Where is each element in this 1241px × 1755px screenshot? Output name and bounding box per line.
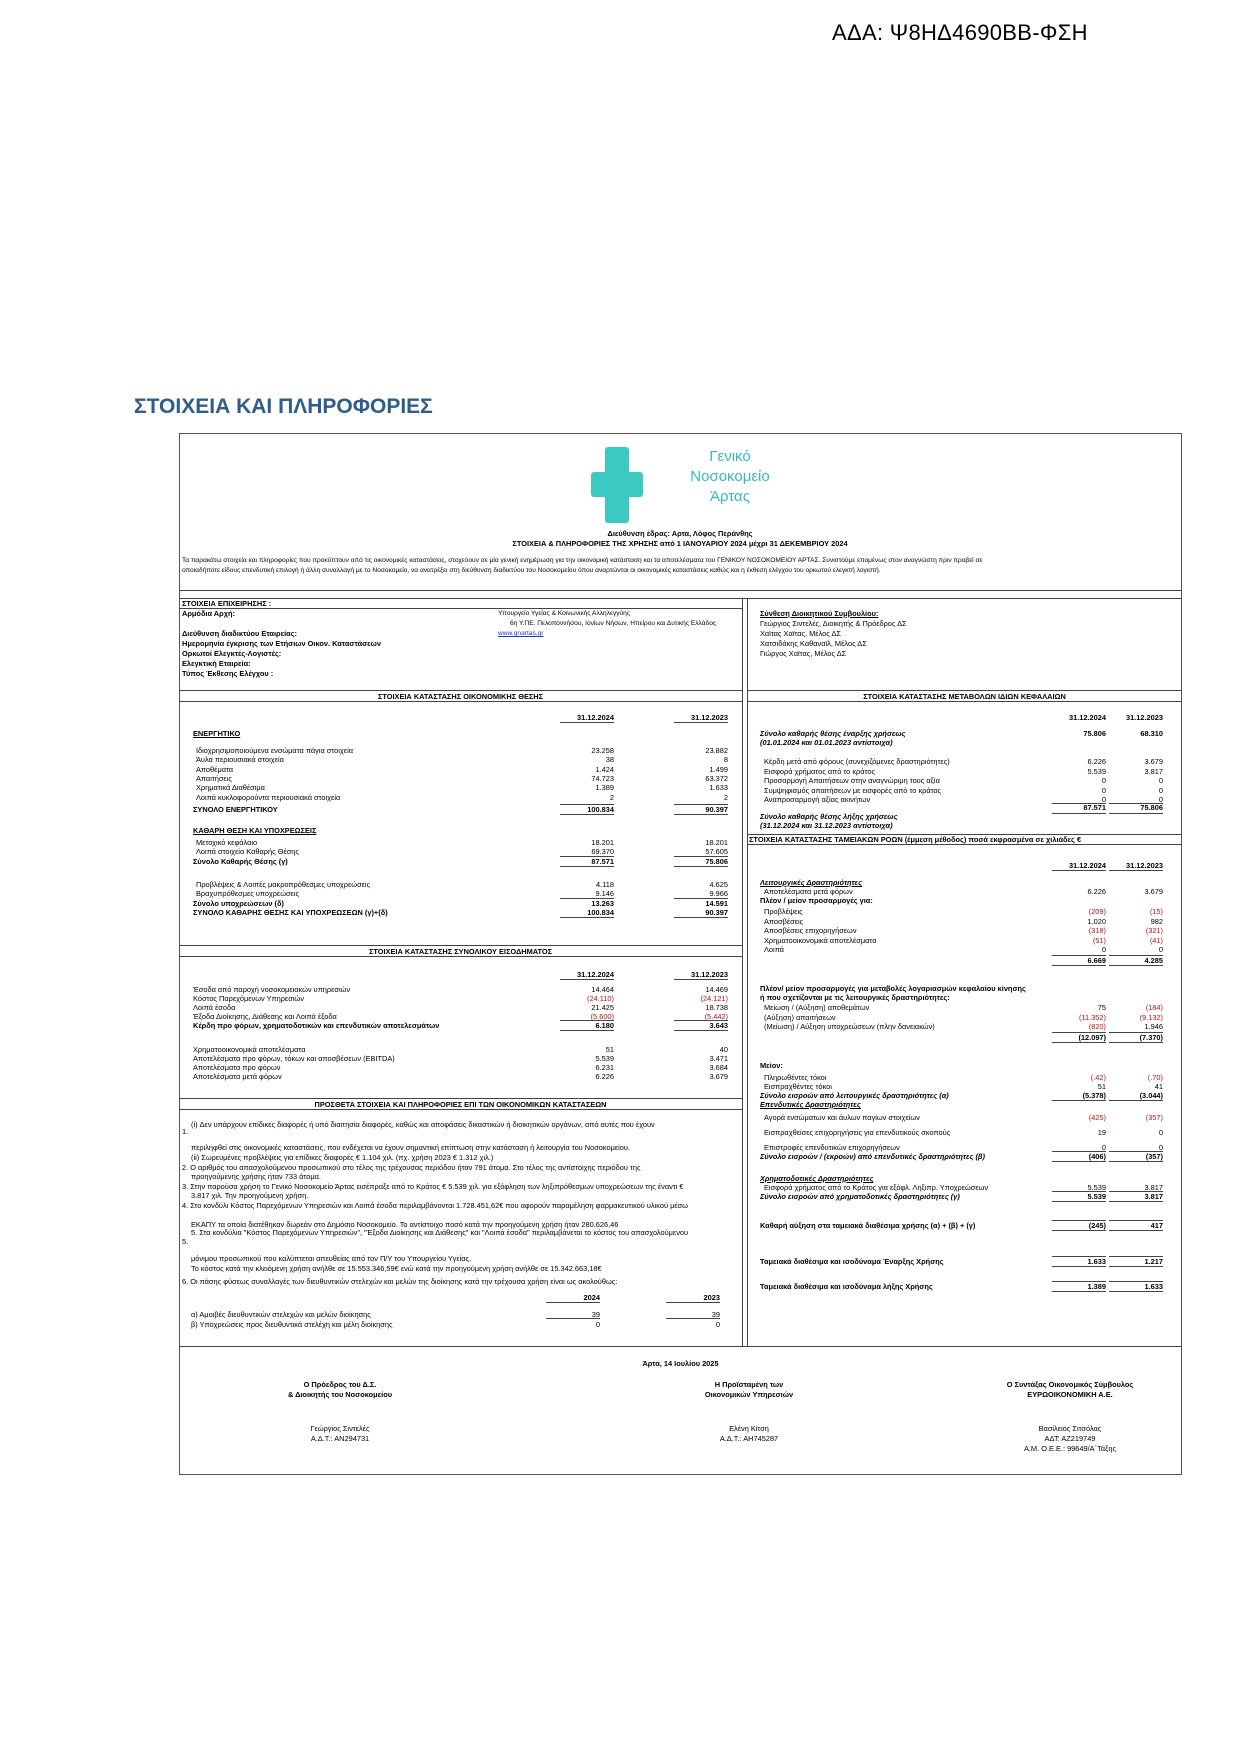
row-value-previous: 0 xyxy=(1158,776,1163,785)
column-header: 2024 xyxy=(583,1293,600,1302)
row-label: Αποτελέσματα μετά φόρων xyxy=(193,1072,282,1081)
row-value-current: 6.226 xyxy=(595,1072,614,1081)
row-label: ΣΥΝΟΛΟ ΕΝΕΡΓΗΤΙΚΟΥ xyxy=(193,805,278,814)
row-label: Μείον: xyxy=(760,1061,783,1070)
signer-1-title-2: & Διοικητής του Νοσοκομείου xyxy=(287,1390,393,1399)
row-value-current: 69.370 xyxy=(591,847,614,857)
row-value-current: 51 xyxy=(1097,1082,1106,1091)
row-value-current: 87.571 xyxy=(591,857,614,866)
signer-3-title: Ο Συντάξας Οικονομικός Σύμβουλος xyxy=(1006,1380,1134,1389)
rule xyxy=(560,1030,614,1031)
company-heading: ΣΤΟΙΧΕΙΑ ΕΠΙΧΕΙΡΗΣΗΣ : xyxy=(182,599,272,608)
row-label: Προβλέψεις xyxy=(764,907,803,916)
equity-changes-heading: ΣΤΟΙΧΕΙΑ ΚΑΤΑΣΤΑΣΗΣ ΜΕΤΑΒΟΛΩΝ ΙΔΙΩΝ ΚΕΦΑΛΑΙΩΝ xyxy=(863,692,1066,701)
row-value-previous: 41 xyxy=(1154,1082,1163,1091)
note-number: 5. xyxy=(182,1237,189,1246)
board-member: Χατσιδάκης Καθαναϊλ, Μέλος ΔΣ xyxy=(760,639,867,648)
row-label: Μετοχικό κεφάλαιο xyxy=(196,838,258,847)
row-value-previous: 63.372 xyxy=(705,773,728,783)
row-value-current: 2 xyxy=(609,792,614,802)
row-value-previous: 0 xyxy=(1158,1128,1163,1137)
note-1c: (ii) Σωρευμένες προβλέψεις για επίδικες διαφορές € 1.104 χιλ. (πχ. χρήση 2023 € 1.312 χιλ.) xyxy=(191,1153,494,1162)
row-value-current: 5.539 xyxy=(1087,1192,1106,1201)
row-value-current: 0 xyxy=(595,1320,600,1329)
row-label: Λοιπά στοιχεία Καθαρής Θέσης xyxy=(196,847,299,857)
row-value-previous: 2 xyxy=(723,792,728,802)
report-type-label: Τύπος Έκθεσης Ελέγχου : xyxy=(182,669,274,678)
row-label: Κέρδη μετά από φόρους (συνεχιζόμενες δραστηριότητες) xyxy=(764,757,950,766)
rule xyxy=(1109,1161,1163,1162)
row-value-current: 1.424 xyxy=(595,764,614,774)
row-label: Χρηματοοικονομικά αποτελέσματα xyxy=(764,935,877,945)
rule xyxy=(1052,1201,1106,1202)
row-value-previous: (357) xyxy=(1145,1152,1163,1161)
row-value-current: (5.600) xyxy=(590,1012,614,1021)
rule xyxy=(1109,1266,1163,1267)
column-header: 31.12.2023 xyxy=(691,713,728,722)
row-label: Εισπραχθείσες επιχορηγήσεις για επενδυτικούς σκοπούς xyxy=(764,1128,951,1137)
row-label: Πλέον / μείον προσαρμογές για: xyxy=(760,896,873,905)
cashflow-heading: ΣΤΟΙΧΕΙΑ ΚΑΤΑΣΤΑΣΗΣ ΤΑΜΕΙΑΚΩΝ ΡΟΩΝ (έμμεση μέθοδος) ποσά εκφρασμένα σε χιλιάδες € xyxy=(749,835,1082,844)
logo-text-line2: Νοσοκομείο xyxy=(690,468,770,485)
note-3: 3. Στην παρούσα χρήση το Γενικό Νοσοκομείο Άρτας εισέπραξε από το Κράτος € 5.539 χιλ. για εξόφληση των ληξιπρόθεσμων υποχρεώσεων της έναντι € xyxy=(182,1182,684,1191)
row-value-current: 100.834 xyxy=(587,908,614,917)
signer-2-name: Ελένη Κίτση xyxy=(729,1424,769,1433)
row-label: Λοιπά xyxy=(764,945,784,954)
row-value-current: 19 xyxy=(1097,1128,1106,1137)
row-value-current: 23.258 xyxy=(591,746,614,755)
header-subtitle: ΣΤΟΙΧΕΙΑ & ΠΛΗΡΟΦΟΡΙΕΣ ΤΗΣ ΧΡΗΣΗΣ από 1 ΙΑΝΟΥΑΡΙΟΥ 2024 μέχρι 31 ΔΕΚΕΜΒΡΙΟΥ 2024 xyxy=(512,539,848,548)
equity-close-label-2: (31.12.2024 και 31.12.2023 αντίστοιχα) xyxy=(760,821,893,830)
row-label: Λοιπά έσοδα xyxy=(193,1003,236,1012)
row-value-current: (11.352) xyxy=(1079,1012,1106,1022)
row-value-previous: 3.471 xyxy=(709,1054,728,1063)
column-header: 31.12.2023 xyxy=(1126,713,1163,722)
website-link[interactable]: www.gnartas.gr xyxy=(498,630,544,637)
equity-close-value: 75.806 xyxy=(1140,803,1163,812)
rule xyxy=(674,814,728,815)
equity-open-value: 75.806 xyxy=(1083,729,1106,738)
row-value-current: 14.464 xyxy=(591,985,614,994)
row-value-current: (318) xyxy=(1088,926,1106,935)
column-header: 2023 xyxy=(703,1293,720,1302)
row-value-previous: 1.499 xyxy=(709,764,728,774)
row-value-current: 4.118 xyxy=(596,880,614,889)
row-label: (Μείωση) / Αύξηση υποχρεώσεων (πλην δανειακών) xyxy=(764,1022,935,1031)
row-label: Εισφορά χρήματος από το Κράτος για εξόφλ. Ληξιπρ. Υποχρεώσεων xyxy=(764,1183,989,1192)
row-value-current: 39 xyxy=(591,1310,600,1319)
row-value-current: 75 xyxy=(1097,1003,1106,1012)
row-value-previous: (3.044) xyxy=(1139,1091,1163,1100)
row-value-current: (209) xyxy=(1088,907,1106,916)
row-label: Κέρδη προ φόρων, χρηματοδοτικών και επενδυτικών αποτελεσμάτων xyxy=(193,1021,440,1030)
row-value-current: 38 xyxy=(605,755,614,765)
signer-1-name: Γεώργιος Σιντελές xyxy=(310,1424,370,1433)
row-value-current: (51) xyxy=(1092,935,1106,945)
row-label: Αποτελέσματα προ φόρων, τόκων και αποσβέσεων (EBITDA) xyxy=(193,1054,395,1063)
notes-heading: ΠΡΟΣΘΕΤΑ ΣΤΟΙΧΕΙΑ ΚΑΙ ΠΛΗΡΟΦΟΡΙΕΣ ΕΠΙ ΤΩΝ ΟΙΚΟΝΟΜΙΚΩΝ ΚΑΤΑΣΤΑΣΕΩΝ xyxy=(314,1100,607,1109)
row-value-previous: 9.966 xyxy=(709,889,728,899)
row-value-current: 0 xyxy=(1101,776,1106,785)
cashflow-wc-total: (7.370) xyxy=(1139,1033,1163,1042)
website-label: Διεύθυνση διαδικτύου Εταιρείας: xyxy=(182,629,298,638)
board-member: Γεώργιος Σιντελές, Διοικητής & Πρόεδρος ΔΣ xyxy=(760,619,907,628)
row-value-current: 51 xyxy=(605,1045,614,1054)
equity-close-value: 87.571 xyxy=(1083,803,1106,812)
page-title: ΣΤΟΙΧΕΙΑ ΚΑΙ ΠΛΗΡΟΦΟΡΙΕΣ xyxy=(134,395,433,418)
cashflow-adj-total: 4.285 xyxy=(1144,956,1163,965)
row-label: Ταμειακά διαθέσιμα και ισοδύναμα Έναρξης Χρήσης xyxy=(760,1257,944,1266)
row-label: Έσοδα από παροχή νοσοκομειακών υπηρεσιών xyxy=(193,985,351,994)
rule xyxy=(674,866,728,867)
rule xyxy=(1052,1042,1106,1043)
row-label: Απαιτήσεις xyxy=(196,773,232,783)
signer-2-id: Α.Δ.Τ.: ΑΗ745287 xyxy=(719,1434,779,1443)
row-value-current: (24.110) xyxy=(587,994,614,1003)
signer-2-title: Η Προϊσταμένη των xyxy=(714,1380,784,1389)
row-value-current: 1.020 xyxy=(1087,916,1106,926)
row-value-current: 18.201 xyxy=(591,838,614,847)
row-value-previous: (184) xyxy=(1145,1003,1163,1012)
row-value-previous: 3.643 xyxy=(709,1021,728,1030)
rule xyxy=(1109,1042,1163,1043)
row-label: Πληρωθέντες τόκοι xyxy=(764,1073,827,1082)
authority-value: Υπουργείο Υγείας & Κοινωνικής Αλληλεγγύης xyxy=(498,610,630,617)
row-value-current: 6.226 xyxy=(1087,887,1106,896)
row-value-previous: 0 xyxy=(1158,795,1163,804)
cashflow-wc-total: (12.097) xyxy=(1078,1033,1106,1042)
rule xyxy=(1052,1291,1106,1292)
row-label: Μείωση / (Αύξηση) αποθεμάτων xyxy=(764,1003,870,1012)
note-1a: (i) Δεν υπάρχουν επίδικες διαφορές ή υπό διαιτησία διαφορές, καθώς και αποφάσεις δικαστικών ή διοικητικών οργάνων, από αυτές που έχουν xyxy=(191,1120,655,1129)
rule xyxy=(1052,965,1106,966)
signer-3-id: ΑΔΤ: ΑΖ219749 xyxy=(1044,1434,1096,1443)
ada-code: ΑΔΑ: Ψ8ΗΔ4690ΒΒ-ΦΣΗ xyxy=(832,20,1088,45)
row-value-previous: (9.132) xyxy=(1139,1012,1163,1022)
header-address: Διεύθυνση έδρας: Αρτα, Λόφος Περάνθης xyxy=(607,529,753,538)
rule xyxy=(1052,1100,1106,1101)
row-value-previous: 23.882 xyxy=(705,746,728,755)
rule xyxy=(666,1318,720,1319)
row-value-current: 5.539 xyxy=(1087,1183,1106,1192)
row-value-previous: (15) xyxy=(1149,907,1163,916)
rule xyxy=(1052,1266,1106,1267)
row-label: Επενδυτικές Δραστηριότητες xyxy=(760,1100,861,1109)
row-label: Εισφορά χρήματος από το κράτος xyxy=(764,766,876,776)
row-label: β) Υποχρεώσεις προς διευθυντικά στελέχη και μέλη διοίκησης xyxy=(191,1320,393,1329)
note-5c: Το κόστος κατά την κλειόμενη χρήση ανήλθε σε 15.553.346,59€ ενώ κατά την προηγούμενη χρήση ανήλθε σε 15.342.663,18€ xyxy=(191,1264,602,1273)
authority-value-2: 6η Υ.ΠΕ. Πελοποννήσου, Ιονίων Νήσων, Ηπείρου και Δυτικής Ελλάδος xyxy=(510,620,717,627)
row-value-previous: 3.679 xyxy=(709,1072,728,1081)
row-label: Σύνολο υποχρεώσεων (δ) xyxy=(193,899,284,908)
row-value-previous: 18.738 xyxy=(705,1003,728,1012)
row-label: Κόστος Παρεχόμενων Υπηρεσιών xyxy=(193,994,304,1003)
row-value-previous: (5.442) xyxy=(704,1012,728,1021)
row-value-current: (406) xyxy=(1088,1152,1106,1161)
row-label: Εισπραχθέντες τόκοι xyxy=(764,1082,832,1091)
row-label: Αποτελέσματα μετά φόρων xyxy=(764,887,853,896)
row-value-previous: (.70) xyxy=(1147,1073,1163,1082)
row-value-previous: 57.605 xyxy=(705,847,728,857)
row-label: Λοιπά κυκλοφορούντα περιουσιακά στοιχεία xyxy=(196,792,341,802)
approval-label: Ημερομηνία έγκρισης των Ετήσιων Οικον. Καταστάσεων xyxy=(182,639,382,648)
row-label: Ταμειακά διαθέσιμα και ισοδύναμα λήξης Χρήσης xyxy=(760,1282,933,1291)
rule xyxy=(674,917,728,918)
row-label: Άυλα περιουσιακά στοιχεία xyxy=(196,755,284,765)
rule xyxy=(560,1020,614,1021)
row-label: ή που σχετίζονται με τις λειτουργικές δραστηριότητες: xyxy=(760,993,950,1002)
row-label: Αγορά ενσώματων και άυλων παγίων στοιχείων xyxy=(764,1113,920,1122)
row-value-previous: 0 xyxy=(1158,785,1163,795)
row-label: Αναπροσαρμογή αξίας ακινήτων xyxy=(764,795,871,804)
rule xyxy=(674,1020,728,1021)
assets-heading: ΕΝΕΡΓΗΤΙΚΟ xyxy=(193,729,241,738)
signer-1-title: Ο Πρόεδρος του Δ.Σ. xyxy=(303,1380,377,1389)
signer-3-name: Βασίλειος Σιτσόλας xyxy=(1038,1424,1102,1433)
row-label: Σύνολο εισροών από λειτουργικές δραστηριότητες (α) xyxy=(760,1091,949,1100)
row-value-previous: 0 xyxy=(1158,1143,1163,1152)
row-value-previous: (24.121) xyxy=(700,994,728,1003)
board-member: Γιώργος Χαϊτας, Μέλος ΔΣ xyxy=(760,649,847,658)
rule xyxy=(674,1030,728,1031)
row-value-previous: 14.591 xyxy=(705,899,728,908)
row-value-previous: 90.397 xyxy=(705,805,728,814)
row-value-current: 5.539 xyxy=(595,1054,614,1063)
logo-text-line3: Άρτας xyxy=(710,488,750,505)
rule xyxy=(560,814,614,815)
row-value-previous: 90.397 xyxy=(705,908,728,917)
row-label: ΣΥΝΟΛΟ ΚΑΘΑΡΗΣ ΘΕΣΗΣ ΚΑΙ ΥΠΟΧΡΕΩΣΕΩΝ (γ)+(δ) xyxy=(193,908,388,917)
note-2: 2. Ο αριθμός του απασχολούμενου προσωπικού στο τέλος της τρέχουσας περιόδου ήταν 791 άτομα. Στο τέλος της αντίστοιχης περιόδου της xyxy=(182,1163,641,1172)
row-label: Επιστροφές επενδυτικών επιχορηγήσεων xyxy=(764,1143,900,1152)
equity-open-value: 68.310 xyxy=(1140,729,1163,738)
note-6: 6. Οι πάσης φύσεως συναλλαγές των διευθυντικών στελεχών και μελών της διοίκησης κατά την τρέχουσα χρήση είναι ως ακολούθως: xyxy=(182,1277,618,1286)
row-value-current: 0 xyxy=(1101,785,1106,795)
rule xyxy=(1109,965,1163,966)
row-value-previous: 39 xyxy=(711,1310,720,1319)
row-value-previous: (41) xyxy=(1149,935,1163,945)
row-value-current: (.42) xyxy=(1090,1073,1106,1082)
row-value-current: (425) xyxy=(1088,1113,1106,1122)
rule xyxy=(560,917,614,918)
row-value-previous: 75.806 xyxy=(705,857,728,866)
row-value-previous: 1.633 xyxy=(1144,1282,1163,1291)
row-value-current: 9.146 xyxy=(595,889,614,899)
rule xyxy=(1109,1100,1163,1101)
row-value-current: 0 xyxy=(1101,1143,1106,1152)
rule xyxy=(1109,1201,1163,1202)
hospital-cross-icon-bar xyxy=(591,472,643,497)
note-2b: προηγούμενης χρήσης ήταν 733 άτομα. xyxy=(191,1172,321,1181)
auditor-label: Ορκωτοί Ελεγκτές-Λογιστές: xyxy=(182,649,282,658)
row-value-current: 0 xyxy=(1101,795,1106,804)
row-value-previous: 1.217 xyxy=(1144,1257,1163,1266)
rule xyxy=(1052,1161,1106,1162)
row-value-previous: 982 xyxy=(1150,916,1163,926)
column-header: 31.12.2024 xyxy=(1069,713,1106,722)
rule xyxy=(1052,1230,1106,1231)
rule xyxy=(1109,1291,1163,1292)
note-3b: 3.817 χιλ. Την προηγούμενη χρήση. xyxy=(191,1191,309,1200)
row-label: Σύνολο Καθαρής Θέσης (γ) xyxy=(193,857,288,866)
row-label: Προσαρμογή Απαιτήσεων στην αναγνώριμη τους αξία xyxy=(764,776,940,785)
signer-1-id: Α.Δ.Τ.: ΑΝ294731 xyxy=(310,1434,370,1443)
row-value-current: 74.723 xyxy=(591,773,614,783)
column-header: 31.12.2023 xyxy=(1126,861,1163,870)
column-header: 31.12.2024 xyxy=(577,713,614,722)
rule xyxy=(1109,1230,1163,1231)
row-label: Χρηματικά Διαθέσιμα xyxy=(196,783,265,793)
row-value-current: 6.180 xyxy=(595,1021,614,1030)
note-4: 4. Στο κονδύλι Κόστος Παρεχόμενων Υπηρεσιών και Λοιπά έσοδα περιλαμβάνονται 1.728.451,62€ που αφορούν παραμέληση φαρμακευτικού υλικού μέσω xyxy=(182,1201,688,1210)
note-5: 5. Στα κονδύλια "Κόστος Παρεχόμενων Υπηρεσιών", "Έξοδα Διοίκησης και Διάθεσης" και "Λοιπά έσοδα" περιλαμβάνεται το κόστος του απασχολούμενου xyxy=(191,1228,689,1237)
row-value-previous: (357) xyxy=(1145,1113,1163,1122)
row-label: Λειτουργικές Δραστηριότητες xyxy=(760,878,863,887)
row-value-previous: 4.625 xyxy=(709,880,728,889)
row-value-current: (820) xyxy=(1088,1022,1106,1031)
row-value-current: 1.633 xyxy=(1087,1257,1106,1266)
board-heading: Σύνθεση Διοικητικού Συμβουλίου: xyxy=(760,609,879,618)
signer-3-registration: Α.Μ. Ο.Ε.Ε.: 99649/Α΄Τάξης xyxy=(1023,1444,1117,1453)
row-label: (Αύξηση) απαιτήσεων xyxy=(764,1012,836,1022)
row-label: Αποθέματα xyxy=(196,764,234,774)
row-value-previous: 3.679 xyxy=(1144,887,1163,896)
row-label: ΚΑΘΑΡΗ ΘΕΣΗ ΚΑΙ ΥΠΟΧΡΕΩΣΕΙΣ xyxy=(193,826,317,835)
row-value-current: 0 xyxy=(1101,945,1106,954)
balance-heading: ΣΤΟΙΧΕΙΑ ΚΑΤΑΣΤΑΣΗΣ ΟΙΚΟΝΟΜΙΚΗΣ ΘΕΣΗΣ xyxy=(377,692,544,701)
row-value-current: 6.231 xyxy=(595,1063,614,1072)
row-value-previous: 0 xyxy=(1158,945,1163,954)
row-value-current: (245) xyxy=(1088,1221,1106,1230)
row-value-previous: 3.817 xyxy=(1144,1192,1163,1201)
row-value-current: 1.389 xyxy=(1087,1282,1106,1291)
header-intro-1: Τα παρακάτω στοιχεία και πληροφορίες που προκύπτουν από τις οικονομικές καταστάσεις, στοχεύουν σε μία γενική ενημέρωση για την οικονομική κατάσταση και τα αποτελέσματα του ΓΕΝΙΚΟΥ ΝΟΣΟΚΟΜΕΙΟΥ ΑΡΤΑΣ. Συνιστούμε επομένως στον αναγνώστη πριν προβεί σε xyxy=(182,557,983,564)
equity-open-label: Σύνολο καθαρής θέσης έναρξης χρήσεως xyxy=(760,729,906,738)
income-heading: ΣΤΟΙΧΕΙΑ ΚΑΤΑΣΤΑΣΗΣ ΣΥΝΟΛΙΚΟΥ ΕΙΣΟΔΗΜΑΤΟΣ xyxy=(368,947,553,956)
column-header: 31.12.2023 xyxy=(691,970,728,979)
row-label: Χρηματοοικονομικά αποτελέσματα xyxy=(193,1045,306,1054)
column-header: 31.12.2024 xyxy=(1069,861,1106,870)
row-label: α) Αμοιβές διευθυντικών στελεχών και μελών διοίκησης xyxy=(191,1310,371,1319)
row-label: Αποσβέσεις επιχορηγήσεων xyxy=(764,926,857,935)
cashflow-adj-total: 6.669 xyxy=(1087,956,1106,965)
row-label: Αποσβέσεις xyxy=(764,916,804,926)
row-label: Βραχυπρόθεσμες υποχρεώσεις xyxy=(196,889,300,899)
row-label: Αποτελέσματα προ φόρων xyxy=(193,1063,281,1072)
board-member: Χαϊτας Χαϊτας, Μέλος ΔΣ xyxy=(760,629,842,638)
row-label: Ιδιοχρησιμοποιούμενα ενσώματα πάγια στοιχεία xyxy=(196,746,353,755)
row-value-previous: 14.469 xyxy=(705,985,728,994)
equity-close-label: Σύνολο καθαρής θέσης λήξης χρήσεως xyxy=(760,812,898,821)
row-value-previous: 18.201 xyxy=(705,838,728,847)
authority-label: Αρμόδια Αρχή: xyxy=(182,609,235,618)
row-value-current: 5.539 xyxy=(1087,766,1106,776)
signer-3-title-2: ΕΥΡΩΟΙΚΟΝΟΜΙΚΗ Α.Ε. xyxy=(1027,1390,1113,1399)
row-label: Χρηματοδοτικές Δραστηριότητες xyxy=(760,1174,874,1183)
note-4b: ΕΚΑΠΥ τα οποία διατέθηκαν δωρεάν στο Δημόσιο Νοσοκομείο. Το αντίστοιχο ποσό κατά την προηγούμενη χρήση ήταν 280.626,46 xyxy=(191,1220,619,1229)
row-label: Σύνολο εισροών από χρηματοδοτικές δραστηριότητες (γ) xyxy=(760,1192,960,1201)
row-value-previous: 3.817 xyxy=(1144,1183,1163,1192)
header-intro-2: οποιαδήποτε είδους επενδυτική επιλογή ή άλλη συναλλαγή με το Νοσοκομείο, να ανατρέξει στη διεύθυνση διαδικτύου του Νοσοκομείου όπου αναρτώνται οι οικονομικές καταστάσεις καθώς και η έκθεση ελέγχου του ορκωτού ελεγκτή λογιστή. xyxy=(182,567,881,574)
row-value-current: 6.226 xyxy=(1087,757,1106,766)
equity-open-label-2: (01.01.2024 και 01.01.2023 αντίστοιχα) xyxy=(760,738,893,747)
row-label: Συμψηφισμός απαιτήσεων με εισφορές από το κράτος xyxy=(764,785,942,795)
row-value-previous: 1.946 xyxy=(1144,1022,1163,1031)
audit-firm-label: Ελεγκτική Εταιρεία: xyxy=(182,659,251,668)
note-number: 1. xyxy=(182,1127,189,1136)
logo-text-line1: Γενικό xyxy=(709,448,751,465)
row-value-current: 100.834 xyxy=(587,805,614,814)
row-value-previous: 0 xyxy=(715,1320,720,1329)
row-value-current: (5.378) xyxy=(1082,1091,1106,1100)
row-label: Προβλέψεις & Λοιπές μακροπρόθεσμες υποχρεώσεις xyxy=(196,880,371,889)
rule xyxy=(546,1318,600,1319)
row-value-previous: 3.817 xyxy=(1144,766,1163,776)
row-value-previous: 1.633 xyxy=(709,783,728,793)
row-value-current: 21.425 xyxy=(591,1003,614,1012)
row-label: Πλέον/ μείον προσαρμογές για μεταβολές λογαριασμών κεφαλαίου κίνησης xyxy=(760,984,1026,993)
note-5b: μόνιμου προσωπικού που καλύπτεται απευθείας από τον Π/Υ του Υπουργείου Υγείας. xyxy=(191,1254,472,1263)
row-value-previous: (321) xyxy=(1145,926,1163,935)
signer-2-title-2: Οικονομικών Υπηρεσιών xyxy=(704,1390,794,1399)
place-date: Άρτα, 14 Ιουλίου 2025 xyxy=(642,1359,719,1368)
rule xyxy=(560,866,614,867)
column-header: 31.12.2024 xyxy=(577,970,614,979)
note-1b: περιληφθεί στις οικονομικές καταστάσεις, που ενδέχεται να έχουν σημαντική επίπτωση στην κατάσταση ή λειτουργία του Νοσοκομείου. xyxy=(191,1143,631,1152)
row-value-previous: 417 xyxy=(1150,1221,1163,1230)
row-value-previous: 8 xyxy=(723,755,728,765)
row-value-previous: 3.684 xyxy=(709,1063,728,1072)
row-label: Σύνολο εισροών / (εκροών) από επενδυτικές δραστηριότητες (β) xyxy=(760,1152,985,1161)
row-value-current: 13.263 xyxy=(591,899,614,908)
row-value-previous: 3.679 xyxy=(1144,757,1163,766)
row-value-previous: 40 xyxy=(719,1045,728,1054)
row-label: Έξοδα Διοίκησης, Διάθεσης και Λοιπά έξοδα xyxy=(193,1012,337,1021)
row-label: Καθαρή αύξηση στα ταμειακά διαθέσιμα χρήσης (α) + (β) + (γ) xyxy=(760,1221,976,1230)
row-value-current: 1.389 xyxy=(595,783,614,793)
